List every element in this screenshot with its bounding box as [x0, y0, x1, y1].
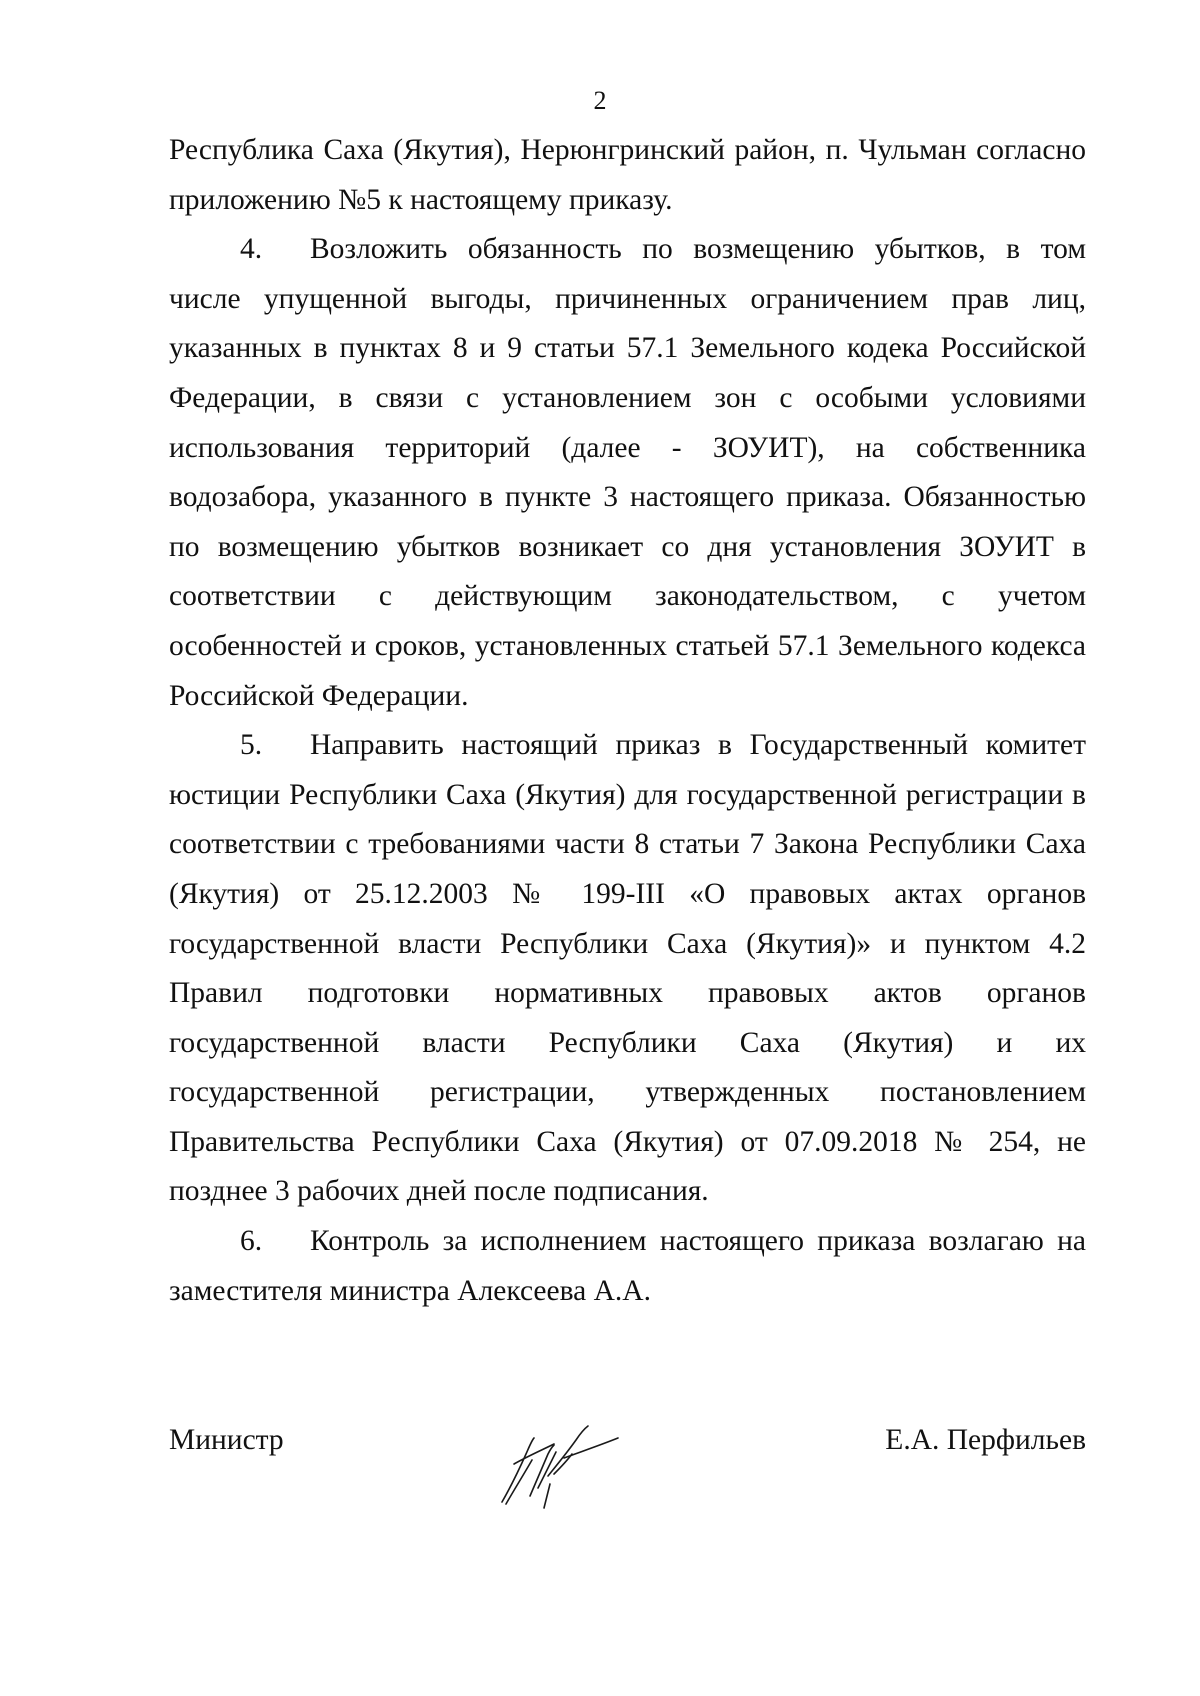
- document-body: [169, 126, 1086, 1316]
- paragraph-number: 6.: [240, 1225, 263, 1258]
- signatory-name: Е.А. Перфильев: [885, 1424, 1086, 1456]
- paragraph-text: Контроль за исполнением настоящего приказа возлагаю на заместителя министра Алексеева А.А.: [169, 1225, 1086, 1307]
- signatory-title: Министр: [169, 1424, 284, 1456]
- signature-block: [169, 1420, 1086, 1540]
- paragraph-text: Республика Саха (Якутия), Нерюнгринский район, п. Чульман согласно приложению №5 к настоящему приказу.: [169, 134, 1086, 216]
- paragraph-text: Направить настоящий приказ в Государственный комитет юстиции Республики Саха (Якутия) для государственной регистрации в соответствии с требованиями части 8 статьи 7 Закона Республики Саха (Якутия) от 25.12.2003 № 199-III «О правовых актах органов государственной власти Республики Саха (Якутия)» и пунктом 4.2 Правил подготовки нормативных правовых актов органов государственной власти Республики Саха (Якутия) и их государственной регистрации, утвержденных постановлением Правительства Республики Саха (Якутия) от 07.09.2018 № 254, не позднее 3 рабочих дней после подписания.: [169, 729, 1086, 1208]
- paragraph-item-5: [169, 721, 1086, 1217]
- paragraph-text: Возложить обязанность по возмещению убытков, в том числе упущенной выгоды, причиненных ограничением прав лиц, указанных в пунктах 8 и 9 статьи 57.1 Земельного кодека Российской Федерации, в связи с установлением зон с особыми условиями использования территорий (далее - ЗОУИТ), на собственника водозабора, указанного в пункте 3 настоящего приказа. Обязанностью по возмещению убытков возникает со дня установления ЗОУИТ в соответствии с действующим законодательством, с учетом особенностей и сроков, установленных статьей 57.1 Земельного кодекса Российской Федерации.: [169, 233, 1086, 712]
- paragraph-item-4: [169, 225, 1086, 721]
- handwritten-signature: [484, 1414, 634, 1514]
- paragraph-item-6: [169, 1217, 1086, 1316]
- paragraph-number: 5.: [240, 729, 263, 762]
- paragraph-number: 4.: [240, 233, 263, 266]
- page-number: 2: [593, 86, 607, 115]
- paragraph-continuation: [169, 126, 1086, 225]
